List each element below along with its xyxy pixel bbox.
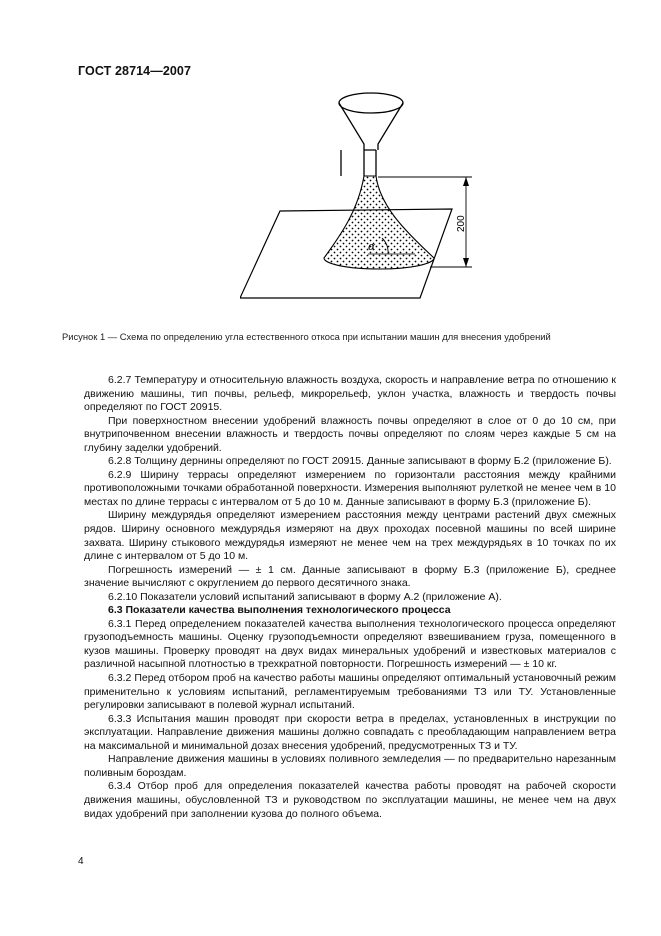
paragraph: При поверхностном внесении удобрений влажность почвы определяют в слое от 0 до 10 см, при внутрипочвенном внесении влажность и твердость почвы определяют по слоям через каждые 5 см на глубину заделки удобрений. xyxy=(84,414,616,454)
paragraph: 6.2.7 Температуру и относительную влажность воздуха, скорость и направление ветра по отношению к движению машины, тип почвы, рельеф, микрорельеф, уклон участка, влажность и твердость почвы определяют по ГОСТ 20915. xyxy=(84,374,616,414)
fertilizer-pile xyxy=(324,176,434,269)
angle-label: α xyxy=(368,240,376,253)
section-heading: 6.3 Показатели качества выполнения технологического процесса xyxy=(108,604,451,617)
paragraph: 6.2.9 Ширину террасы определяют измерением по горизонтали расстояния между крайними противоположными точками обработанной поверхности. Измерения выполняют рулеткой не менее чем в 10 местах по длине террасы с интервалом от 5 до 10 м. Данные записывают в форму Б.3 (приложение Б). xyxy=(84,468,616,508)
paragraph: 6.2.8 Толщину дернины определяют по ГОСТ 20915. Данные записывают в форму Б.2 (приложение Б). xyxy=(108,455,612,468)
paragraph: Направление движения машины в условиях поливного земледелия — по предварительно нарезанным поливным бороздам. xyxy=(84,753,616,779)
dim-arrow-bottom xyxy=(463,258,469,267)
funnel-tube xyxy=(364,150,376,176)
dim-arrow-top xyxy=(463,177,469,186)
dimension-label: 200 xyxy=(456,215,467,232)
funnel-diagram xyxy=(240,86,480,316)
paragraph: 6.2.10 Показатели условий испытаний записывают в форму А.2 (приложение А). xyxy=(108,590,502,603)
body-text xyxy=(84,374,616,821)
paragraph: Погрешность измерений — ± 1 см. Данные записывают в форму Б.3 (приложение Б), среднее значение вычисляют с округлением до первого десятичного знака. xyxy=(84,563,616,590)
paragraph: 6.3.4 Отбор проб для определения показателей качества работы проводят на рабочей скорости движения машины, обусловленной ТЗ и руководством по эксплуатации машины, не менее чем на двух видах удобрений при заполнении кузова до полного объема. xyxy=(84,780,616,820)
paragraph: 6.3.3 Испытания машин проводят при скорости ветра в пределах, установленных в инструкции по эксплуатации. Направление движения машины должно совпадать с преобладающим направлением ветра на максимальной и минимальной дозах внесения удобрений, предусмотренных ТЗ и ТУ. xyxy=(84,712,616,752)
funnel-rim xyxy=(339,93,403,113)
page-number: 4 xyxy=(78,856,84,867)
paragraph: 6.3.1 Перед определением показателей качества выполнения технологического процесса определяют грузоподъемность машины. Оценку грузоподъемности определяют взвешиванием груза, помещенного в кузов машины. Проверку проводят на двух видах минеральных удобрений и известковых материалов с различной насыпной плотностью в трехкратной повторности. Погрешность измерений — ± 10 кг. xyxy=(84,617,616,671)
document-header: ГОСТ 28714—2007 xyxy=(78,64,192,78)
paragraph: Ширину междурядья определяют измерением расстояния между центрами растений двух смежных рядов. Ширину основного междурядья измеряют на двух проходах посевной машины по всей ширине захвата. Ширину стыкового междурядья измеряют не менее чем на трех междурядьях в 10 точках по их длине с интервалом от 5 до 10 м. xyxy=(84,509,616,563)
paragraph: 6.3.2 Перед отбором проб на качество работы машины определяют оптимальный установочный режим применительно к условиям испытаний, регламентируемым требованиями ТЗ или ТУ. Установленные регулировки записывают в полевой журнал испытаний. xyxy=(84,672,616,712)
figure-caption: Рисунок 1 — Схема по определению угла естественного откоса при испытании машин для внесения удобрений xyxy=(62,331,551,342)
